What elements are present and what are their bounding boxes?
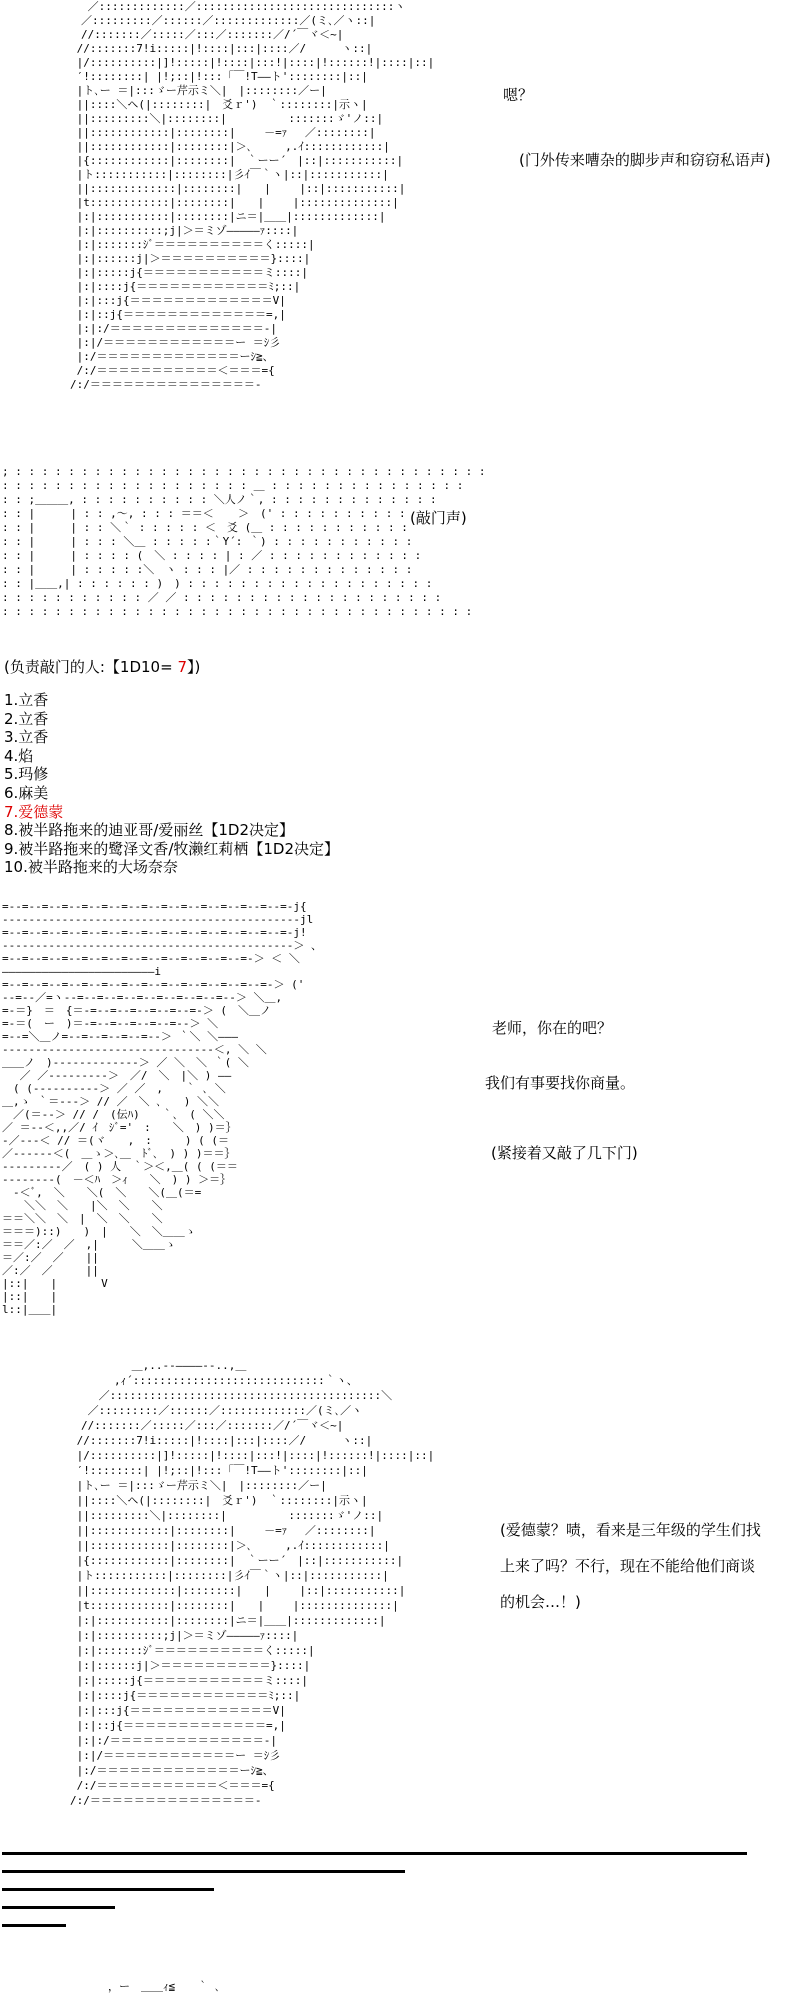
ascii-art-line: ／ ＝--＜,,／/ ｲ ｼﾞ=' : ＼ ) )＝｝ — [2, 1121, 237, 1134]
roll-list-item: 5.玛修 — [4, 765, 49, 784]
dialogue-knock-again: (紧接着又敲了几下门) — [491, 1144, 638, 1162]
ascii-art-line: l::|＿＿| — [2, 1303, 58, 1316]
ascii-art-line: ||::::::::::::|::::::::| －=ｧ ／::::::::| — [70, 1524, 376, 1537]
ascii-art-line: -＜ﾞ, ＼ ＼( ＼ ＼(＿(＝= — [2, 1186, 202, 1199]
roll-list-item: 1.立香 — [4, 691, 49, 709]
ascii-art-line: |:|:::::j{＝＝＝＝＝＝＝＝＝＝＝ミ::::| — [70, 266, 308, 279]
monologue-line-2: 上来了吗？不行，现在不能给他们商谈 — [500, 1557, 756, 1575]
ascii-art-line: ||::::::::::::|::::::::|＞､ ,.ｲ::::::::::::| — [70, 1539, 390, 1552]
ascii-art-line: |t::::::::::::|::::::::| | |::::::::::::::| — [70, 1599, 399, 1612]
ascii-art-line: |:|:/＝＝＝＝＝＝＝＝＝＝＝＝＝＝-| — [70, 1734, 277, 1747]
ascii-art-line: |:|::::::::::;j|＞＝ミゾ―――――ｧ::::| — [70, 224, 299, 237]
ascii-art-line: ＼＼ ＼ |＼ ＼ ＼ — [2, 1199, 163, 1212]
ascii-art-line: ---------------------------------------------jl — [2, 913, 314, 926]
ascii-art-line: |:|::::j{＝＝＝＝＝＝＝＝＝＝＝＝ﾐ;::| — [70, 280, 301, 293]
ascii-art-line: =--=--=--=--=--=--=--=--=--=--=--=--=--=--=-j! — [2, 926, 307, 939]
divider-line — [2, 1888, 214, 1891]
divider-line — [2, 1870, 405, 1873]
ascii-art-line: ／(＝--＞ // / (伝ﾊ) ｀､ ( ＼＼ — [2, 1108, 225, 1121]
ascii-art-line: |:|:::::::ｼﾞ＝＝＝＝＝＝＝＝＝＝く:::::| — [70, 238, 315, 251]
roll-list-item: 4.焰 — [4, 746, 34, 765]
ascii-art-line: |ト､ー ＝|:::ゞー芹示ミ＼| |::::::::／ー| — [70, 1479, 327, 1492]
ascii-art-line: =--=＼＿ノ=--=--=--=--=--＞ ｀＼ ＼――― — [2, 1030, 238, 1043]
ascii-art-line: /:/＝＝＝＝＝＝＝＝＝＝＝＜＝＝＝={ — [70, 1779, 275, 1792]
ascii-art-line: ||::::::::::::|::::::::| －=ｧ ／::::::::| — [70, 126, 376, 139]
ascii-art-line: |ト:::::::::::|::::::::|彡ｲ￣｀ヽ|::|:::::::::::| — [70, 1569, 389, 1582]
ascii-art-line: : : : : : : : : : : : : : : : : : : : : : : : : : : : : : : : : : : : : — [2, 605, 473, 618]
ascii-art-line: ||:::::::::::::|::::::::| | |::|:::::::::::| — [70, 1584, 406, 1597]
ascii-art-line: : : : : : : : : : : : : : : : : : : : ＿ : : : : : : : : : : : : : : : — [2, 479, 464, 492]
ascii-art-line: //:::::::7!i:::::|!::::|:::|::::／/ ヽ::| — [70, 1434, 373, 1447]
ascii-art-knock-fist — [2, 465, 485, 619]
ascii-art-scene — [2, 900, 322, 1316]
ascii-art-line: ,ｨ´:::::::::::::::::::::::::::::｀ヽ、 — [70, 1374, 358, 1387]
ascii-art-line: : : | | : : ＼｀ : : : : : ＜ 爻 (＿ : : : : : : : : : : : — [2, 521, 408, 534]
divider-line — [2, 1852, 747, 1855]
ascii-art-line: ＿＿ノ )-------------＞ ／ ＼ ＼ ｀( ＼ — [2, 1056, 249, 1069]
ascii-art-line: ---------／ ( ) 人 ｀＞＜,＿( ( (＝＝ — [2, 1160, 238, 1173]
dialogue-discuss: 我们有事要找你商量。 — [485, 1074, 636, 1092]
divider-line — [2, 1924, 66, 1927]
ascii-art-line: ，ー ＿＿ｨ≦ ｀ ､ — [108, 1980, 221, 1993]
monologue-line-3: 的机会…！) — [500, 1593, 581, 1611]
ascii-art-line: ||::::＼ヘ(|::::::::| 爻ｒ') ｀::::::::|示ヽ| — [70, 98, 368, 111]
ascii-art-line: |{::::::::::::|::::::::| ｀ーー´ |::|:::::::::::| — [70, 154, 404, 167]
ascii-art-line: ＝＝＝)::) ) | ＼ ＼＿＿ゝ — [2, 1225, 196, 1238]
ascii-art-line: |:|::j{＝＝＝＝＝＝＝＝＝＝＝＝＝=,| — [70, 1719, 286, 1732]
ascii-art-line: : : | | : : : ＼＿ : : : : :｀Y´: ｀) : : : : : : : : : : : — [2, 535, 413, 548]
roll-list-item: 9.被半路拖来的鹭泽文香/牧濑红莉栖【1D2决定】 — [4, 839, 340, 858]
ascii-art-line: =--=--=--=--=--=--=--=--=--=--=--=--=--=--=-j{ — [2, 900, 307, 913]
dialogue-footsteps: (门外传来嘈杂的脚步声和窃窃私语声) — [519, 151, 771, 169]
ascii-art-line: |:|::::::::::;j|＞＝ミゾ―――――ｧ::::| — [70, 1629, 299, 1642]
ascii-art-line: |{::::::::::::|::::::::| ｀ーー´ |::|:::::::::::| — [70, 1554, 404, 1567]
dice-roll-value: 7 — [177, 658, 187, 676]
ascii-art-line: ||::::＼ヘ(|::::::::| 爻ｒ') ｀::::::::|示ヽ| — [70, 1494, 368, 1507]
ascii-art-line: : : | | : : : : :＼ ヽ : : : |／ : : : : : : : : : : : : : — [2, 563, 413, 576]
ascii-art-line: =-＝} ＝ {＝-=--=--=--=--=--=-＞ ( ＼＿ノ — [2, 1004, 271, 1017]
ascii-art-line: |:|/＝＝＝＝＝＝＝＝＝＝＝＝ー ＝ｼ彡 — [70, 1749, 281, 1762]
ascii-art-line: --------( －＜ﾊ ＞ｨ ＼ ) ) ＞＝｝ — [2, 1173, 232, 1186]
ascii-art-line: ＿,..-‐――――‐-..,＿ — [70, 1359, 247, 1372]
ascii-art-line: ＝＝＼＼ ＼ | ＼ ＼ ＼ — [2, 1212, 163, 1225]
ascii-art-line: |:|:::::::ｼﾞ＝＝＝＝＝＝＝＝＝＝く:::::| — [70, 1644, 315, 1657]
ascii-art-line: =--=--=--=--=--=--=--=--=--=--=--=--=--=-＞ (' — [2, 978, 305, 991]
ascii-art-line: |:|/＝＝＝＝＝＝＝＝＝＝＝＝ー ＝ｼ彡 — [70, 336, 281, 349]
ascii-art-line: |t::::::::::::|::::::::| | |::::::::::::::| — [70, 196, 399, 209]
roll-list-item: 7.爱德蒙 — [4, 802, 64, 821]
ascii-art-line: ||:::::::::＼|::::::::| :::::::ゞ'ノ::| — [70, 1509, 384, 1522]
ascii-art-line: ||::::::::::::|::::::::|＞､ ,.ｲ::::::::::::| — [70, 140, 390, 153]
ascii-art-line: -／---＜ // ＝(ヾ , : ) ( (＝ — [2, 1134, 229, 1147]
ascii-art-line: |/::::::::::|]!:::::|!::::|:::!|::::|!::::::!|::::|::| — [70, 1449, 435, 1462]
ascii-art-line: |:|:/＝＝＝＝＝＝＝＝＝＝＝＝＝＝-| — [70, 322, 277, 335]
ascii-art-line: ―――――――――――――――――――――――i — [2, 965, 161, 978]
ascii-art-line: |::| | V — [2, 1277, 108, 1290]
ascii-art-line: ′!::::::::| |!;::|!:::「￣!T――ト'::::::::|::| — [70, 1464, 368, 1477]
ascii-art-line: |:/＝＝＝＝＝＝＝＝＝＝＝＝＝ーｼ≧、 — [70, 350, 274, 363]
ascii-art-line: |:/＝＝＝＝＝＝＝＝＝＝＝＝＝ーｼ≧、 — [70, 1764, 274, 1777]
dialogue-monologue — [500, 1512, 761, 1620]
ascii-art-line: //:::::::／:::::／:::／:::::::／/´￣ヾ＜~| — [70, 28, 344, 41]
ascii-art-line: : : : : : : : : : : : ／ ／ : : : : : : : : : : : : : : : : : : : : — [2, 591, 442, 604]
ascii-art-line: ||:::::::::＼|::::::::| :::::::ゞ'ノ::| — [70, 112, 384, 125]
ascii-art-line: //:::::::／:::::／:::／:::::::／/´￣ヾ＜~| — [70, 1419, 344, 1432]
ascii-art-line: /:/＝＝＝＝＝＝＝＝＝＝＝＜＝＝＝={ — [70, 364, 275, 377]
ascii-art-line: |ト､ー ＝|:::ゞー芹示ミ＼| |::::::::／ー| — [70, 84, 327, 97]
knock-sound-label: (敲门声) — [410, 509, 467, 527]
ascii-art-line: =-＝( ー )＝-=--=--=--=--=--＞ ＼ — [2, 1017, 219, 1030]
dialogue-hmm: 嗯？ — [503, 86, 534, 104]
ascii-art-line: |::| | — [2, 1290, 58, 1303]
ascii-art-line: |:|::::j{＝＝＝＝＝＝＝＝＝＝＝＝ﾐ;::| — [70, 1689, 301, 1702]
ascii-art-line: |:|::j{＝＝＝＝＝＝＝＝＝＝＝＝＝=,| — [70, 308, 286, 321]
ascii-art-line: ||:::::::::::::|::::::::| | |::|:::::::::::| — [70, 182, 406, 195]
ascii-art-line: //:::::::7!i:::::|!::::|:::|::::／/ ヽ::| — [70, 42, 373, 55]
ascii-art-line: |:|:::::::::::|::::::::|ニ＝|＿＿|:::::::::::::| — [70, 1614, 386, 1627]
dice-roll-prefix: (负责敲门的人:【1D10= — [4, 658, 178, 676]
ascii-art-line: |:|::::::j|＞＝＝＝＝＝＝＝＝＝＝}::::| — [70, 1659, 311, 1672]
roll-list-item: 10.被半路拖来的大场奈奈 — [4, 858, 178, 877]
ascii-art-line: ＿,ゝ ｀＝---＞ // ／ ＼ ､ ) ＼＼ — [2, 1095, 219, 1108]
ascii-art-line: |ト:::::::::::|::::::::|彡ｲ￣｀ヽ|::|:::::::::::| — [70, 168, 389, 181]
ascii-art-line: |:|:::j{＝＝＝＝＝＝＝＝＝＝＝＝＝V| — [70, 1704, 286, 1717]
ascii-art-top-figure — [70, 0, 434, 392]
ascii-art-line: |:|:::::j{＝＝＝＝＝＝＝＝＝＝＝ミ::::| — [70, 1674, 308, 1687]
ascii-art-line: ／:::::::::::::／::::::::::::::::::::::::::::::ヽ — [70, 0, 406, 13]
roll-candidate-list — [4, 691, 339, 877]
ascii-art-line: /:/＝＝＝＝＝＝＝＝＝＝＝＝＝＝＝‐ — [70, 378, 262, 391]
ascii-art-line: |:|:::j{＝＝＝＝＝＝＝＝＝＝＝＝＝V| — [70, 294, 286, 307]
ascii-art-line: : : ;＿＿＿, : : : : : : : : : : ＼人ノ｀, : : : : : : : : : : : : : — [2, 493, 437, 506]
ascii-art-line: ′!::::::::| |!;::|!:::「￣!T――ト'::::::::|::| — [70, 70, 368, 83]
ascii-art-line: |:|::::::j|＞＝＝＝＝＝＝＝＝＝＝}::::| — [70, 252, 311, 265]
ascii-art-line: --------------------------------------------＞ 、 — [2, 939, 323, 952]
roll-list-item: 6.麻美 — [4, 783, 49, 802]
dice-roll-suffix: 】) — [186, 658, 201, 676]
ascii-art-line: ( (----------＞ ／ ／ , ｀ ､ ＼ — [2, 1082, 226, 1095]
ascii-art-line: ／:::::::::／::::::／:::::::::::::／(ミ､／ヽ::| — [70, 14, 376, 27]
ascii-art-line: |/::::::::::|]!:::::|!::::|:::!|::::|!::::::!|::::|::| — [70, 56, 435, 69]
roll-list-item: 8.被半路拖来的迪亚哥/爱丽丝【1D2决定】 — [4, 821, 295, 840]
ascii-art-line: |:|:::::::::::|::::::::|ニ＝|＿＿|:::::::::::::| — [70, 210, 386, 223]
ascii-art-line: : : | | : : : : ( ＼ : : : : | : ／ : : : : : : : : : : : : — [2, 549, 422, 562]
ascii-art-line: --=--／=ヽ--=--=--=--=--=--=--=--=--＞ ＼＿, — [2, 991, 283, 1004]
ascii-art-line: ＝＝／:／ ／ ,| ＼＿＿ゝ — [2, 1238, 176, 1251]
roll-list-item: 2.立香 — [4, 709, 49, 728]
ascii-art-line: ／:::::::::::::::::::::::::::::::::::::::::＼ — [70, 1389, 393, 1402]
ascii-art-line: ／ ／---------＞ ／/ ＼ |＼ ) ―― — [2, 1069, 232, 1082]
ascii-art-line: /:/＝＝＝＝＝＝＝＝＝＝＝＝＝＝＝‐ — [70, 1794, 262, 1807]
roll-list-item: 3.立香 — [4, 728, 49, 747]
ascii-art-line: : : | | : : ,～, : : : ＝＝＜ ＞ (' : : : : : : : : : : — [2, 507, 406, 520]
ascii-art-line: --------------------------------＜, ＼ ＼ — [2, 1043, 267, 1056]
divider-lines — [2, 1852, 747, 1942]
ascii-art-bottom-figure — [70, 1358, 434, 1808]
dice-roll-line — [4, 656, 200, 677]
ascii-art-line: ; : : : : : : : : : : : : : : : : : : : : : : : : : : : : : : : : : : : : — [2, 465, 486, 478]
divider-line — [2, 1906, 115, 1909]
monologue-line-1: (爱德蒙？啧，看来是三年级的学生们找 — [500, 1521, 761, 1539]
ascii-art-line: ／:::::::::／::::::／:::::::::::::／(ミ､／ヽ — [70, 1404, 363, 1417]
ascii-art-line: : : |＿＿,| : : : : : : ) ) : : : : : : : : : : : : : : : : : : : — [2, 577, 433, 590]
ascii-art-line: ／:／ ／ || — [2, 1264, 99, 1277]
ascii-art-line: =--=--=--=--=--=--=--=--=--=--=--=--=-＞ ＜ ＼ — [2, 952, 300, 965]
ascii-art-line: ／------＜( ＿ゝ＞､＿ ﾄﾞ､ ) ) )＝＝｝ — [2, 1147, 236, 1160]
ascii-art-line: ＝／:／ ／ || — [2, 1251, 99, 1264]
dialogue-teacher-there: 老师，你在的吧？ — [492, 1019, 613, 1037]
ascii-art-cutoff — [108, 1980, 220, 1994]
